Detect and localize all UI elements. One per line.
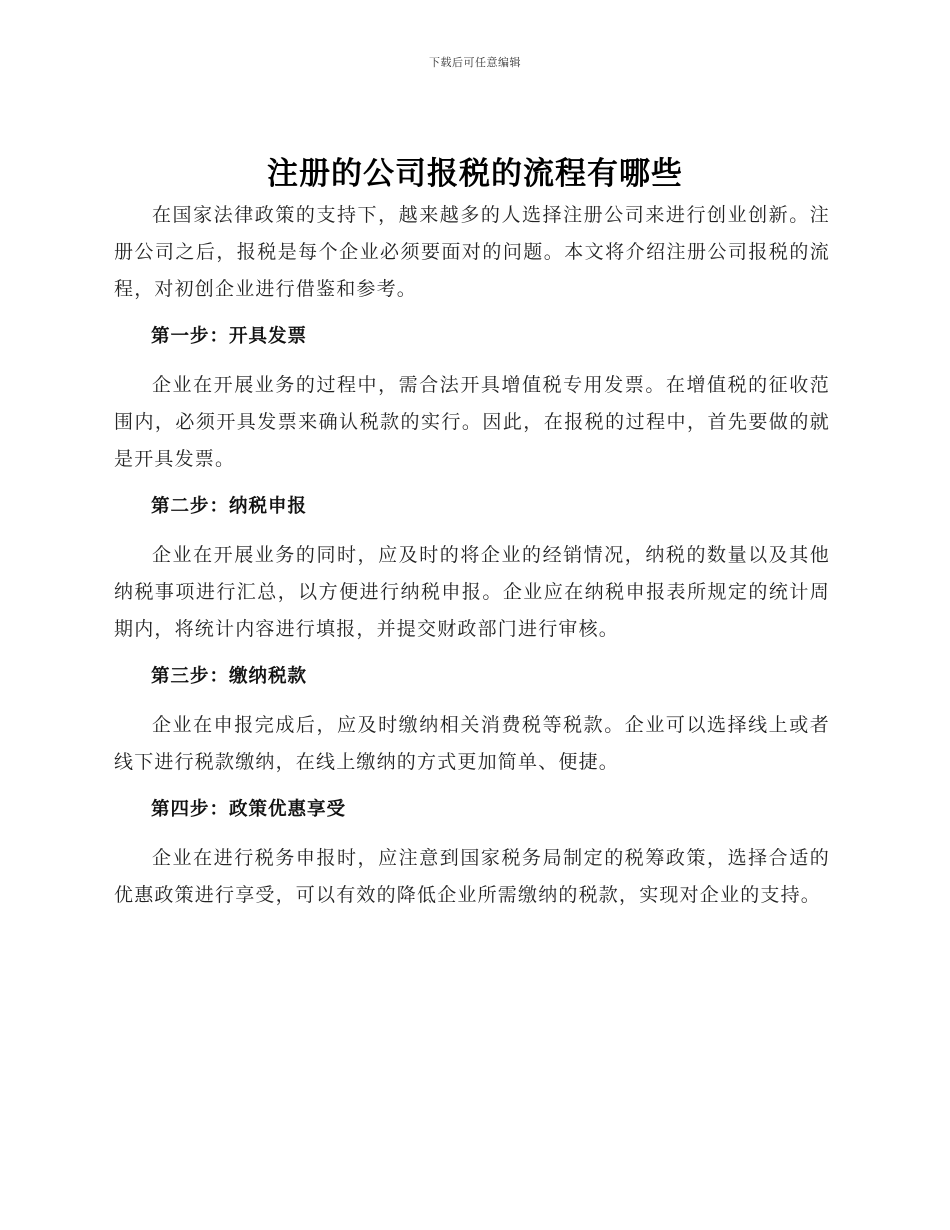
page-title: 注册的公司报税的流程有哪些 bbox=[267, 156, 683, 192]
step-4-heading: 第四步：政策优惠享受 bbox=[151, 799, 347, 820]
step-2-heading: 第二步：纳税申报 bbox=[151, 496, 308, 517]
step-3-paragraph: 企业在申报完成后，应及时缴纳相关消费税等税款。企业可以选择线上或者线下进行税款缴纳，在线上缴纳的方式更加简单、便捷。 bbox=[114, 714, 830, 773]
step-1-paragraph: 企业在开展业务的过程中，需合法开具增值税专用发票。在增值税的征收范围内，必须开具发票来确认税款的实行。因此，在报税的过程中，首先要做的就是开具发票。 bbox=[114, 374, 830, 470]
step-4-paragraph: 企业在进行税务申报时，应注意到国家税务局制定的税筹政策，选择合适的优惠政策进行享受，可以有效的降低企业所需缴纳的税款，实现对企业的支持。 bbox=[114, 847, 830, 906]
document-body bbox=[114, 197, 830, 914]
page-header-note: 下载后可任意编辑 bbox=[429, 56, 521, 69]
step-3-heading: 第三步：缴纳税款 bbox=[151, 666, 308, 687]
step-2-paragraph: 企业在开展业务的同时，应及时的将企业的经销情况，纳税的数量以及其他纳税事项进行汇总，以方便进行纳税申报。企业应在纳税申报表所规定的统计周期内，将统计内容进行填报，并提交财政部门进行审核。 bbox=[114, 544, 830, 640]
step-1-heading: 第一步：开具发票 bbox=[151, 326, 308, 347]
intro-paragraph: 在国家法律政策的支持下，越来越多的人选择注册公司来进行创业创新。注册公司之后，报税是每个企业必须要面对的问题。本文将介绍注册公司报税的流程，对初创企业进行借鉴和参考。 bbox=[114, 204, 830, 300]
